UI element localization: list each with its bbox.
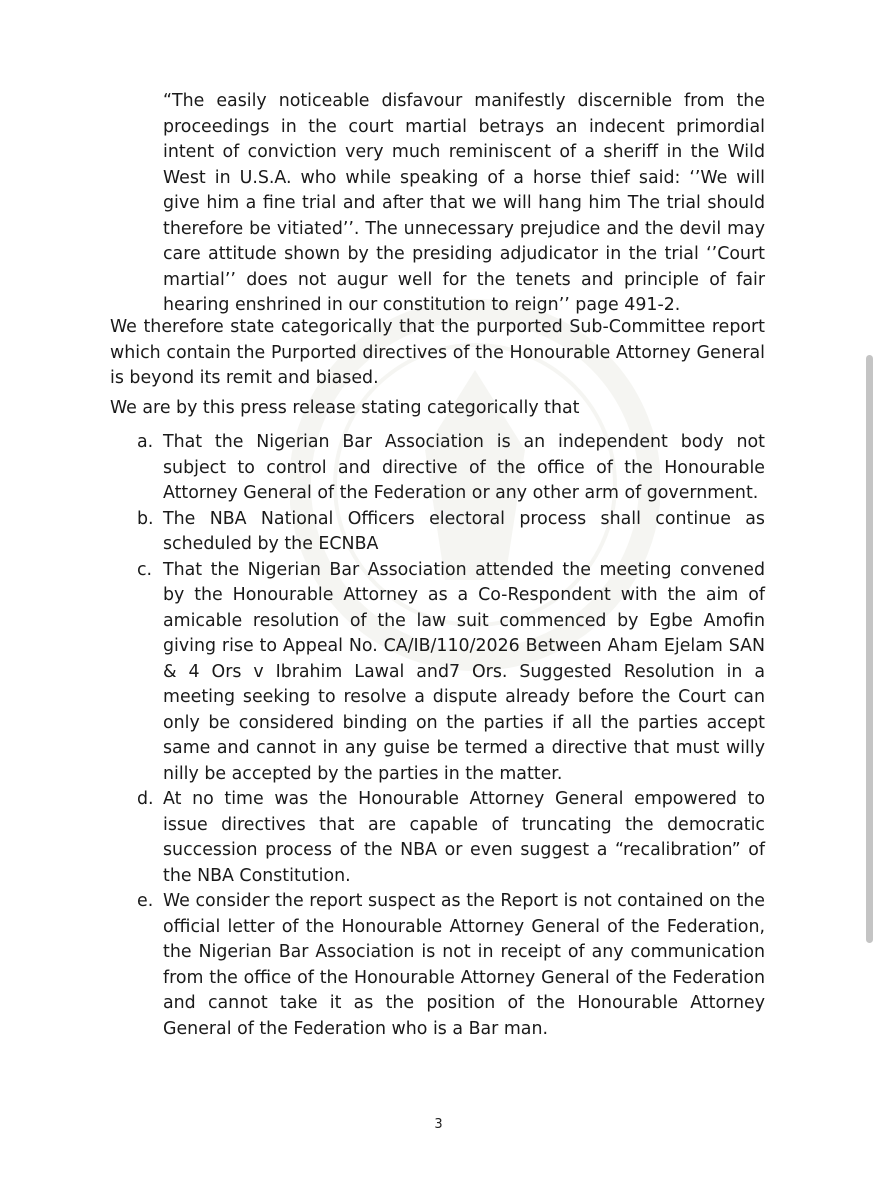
list-marker: c.: [137, 559, 153, 580]
list-item-text: That the Nigerian Bar Association is an independent body not subject to control and directive of the office of the Honourable Attorney General of the Federation or any other arm of government.: [163, 432, 765, 503]
list-marker: b.: [137, 508, 154, 529]
list-item: [110, 787, 765, 889]
list-marker: e.: [137, 891, 154, 911]
list-marker: a.: [137, 432, 154, 452]
scrollbar-thumb[interactable]: [866, 355, 873, 943]
resolution-list: [110, 430, 765, 1042]
quoted-passage: “The easily noticeable disfavour manifestly discernible from the proceedings in the court martial betrays an indecent primordial intent of conviction very much reminiscent of a sheriff in the Wild West in U.S.A. who while speaking of a horse thief said: ‘’We will give him a fine trial and after that we will hang him The trial should therefore be vitiated’’. The unnecessary prejudice and the devil may care attitude shown by the presiding adjudicator in the trial ‘’Court martial’’ does not augur well for the tenets and principle of fair hearing enshrined in our constitution to reign’’ page 491-2.: [163, 91, 765, 315]
list-marker: d.: [137, 789, 154, 809]
list-item-text: We consider the report suspect as the Report is not contained on the official letter of the Honourable Attorney General of the Federation, the Nigerian Bar Association is not in receipt of any communication from the office of the Honourable Attorney General of the Federation and cannot take it as the position of the Honourable Attorney General of the Federation who is a Bar man.: [163, 891, 765, 1039]
list-item-text: That the Nigerian Bar Association attended the meeting convened by the Honourable Attorney as a Co-Respondent with the aim of amicable resolution of the law suit commenced by Egbe Amofin giving rise to Appeal No. CA/IB/110/2026 Between Aham Ejelam SAN & 4 Ors v Ibrahim Lawal and7 Ors. Suggested Resolution in a meeting seeking to resolve a dispute already before the Court can only be considered binding on the parties if all the parties accept same and cannot in any guise be termed a directive that must willy nilly be accepted by the parties in the matter.: [163, 559, 765, 784]
list-item: [110, 558, 765, 788]
list-item-text: The NBA National Officers electoral process shall continue as scheduled by the ECNBA: [163, 508, 765, 554]
statement-paragraph: We therefore state categorically that the purported Sub-Committee report which contain the Purported directives of the Honourable Attorney General is beyond its remit and biased.: [110, 317, 765, 388]
press-release-intro: We are by this press release stating categorically that: [110, 398, 580, 418]
list-item: [110, 889, 765, 1042]
scrollbar[interactable]: [863, 0, 877, 1200]
list-item: [110, 430, 765, 507]
list-item-text: At no time was the Honourable Attorney General empowered to issue directives that are capable of truncating the democratic succession process of the NBA or even suggest a “recalibration” of the NBA Constitution.: [163, 789, 765, 886]
list-item: [110, 507, 765, 558]
page-number: 3: [434, 1117, 443, 1132]
